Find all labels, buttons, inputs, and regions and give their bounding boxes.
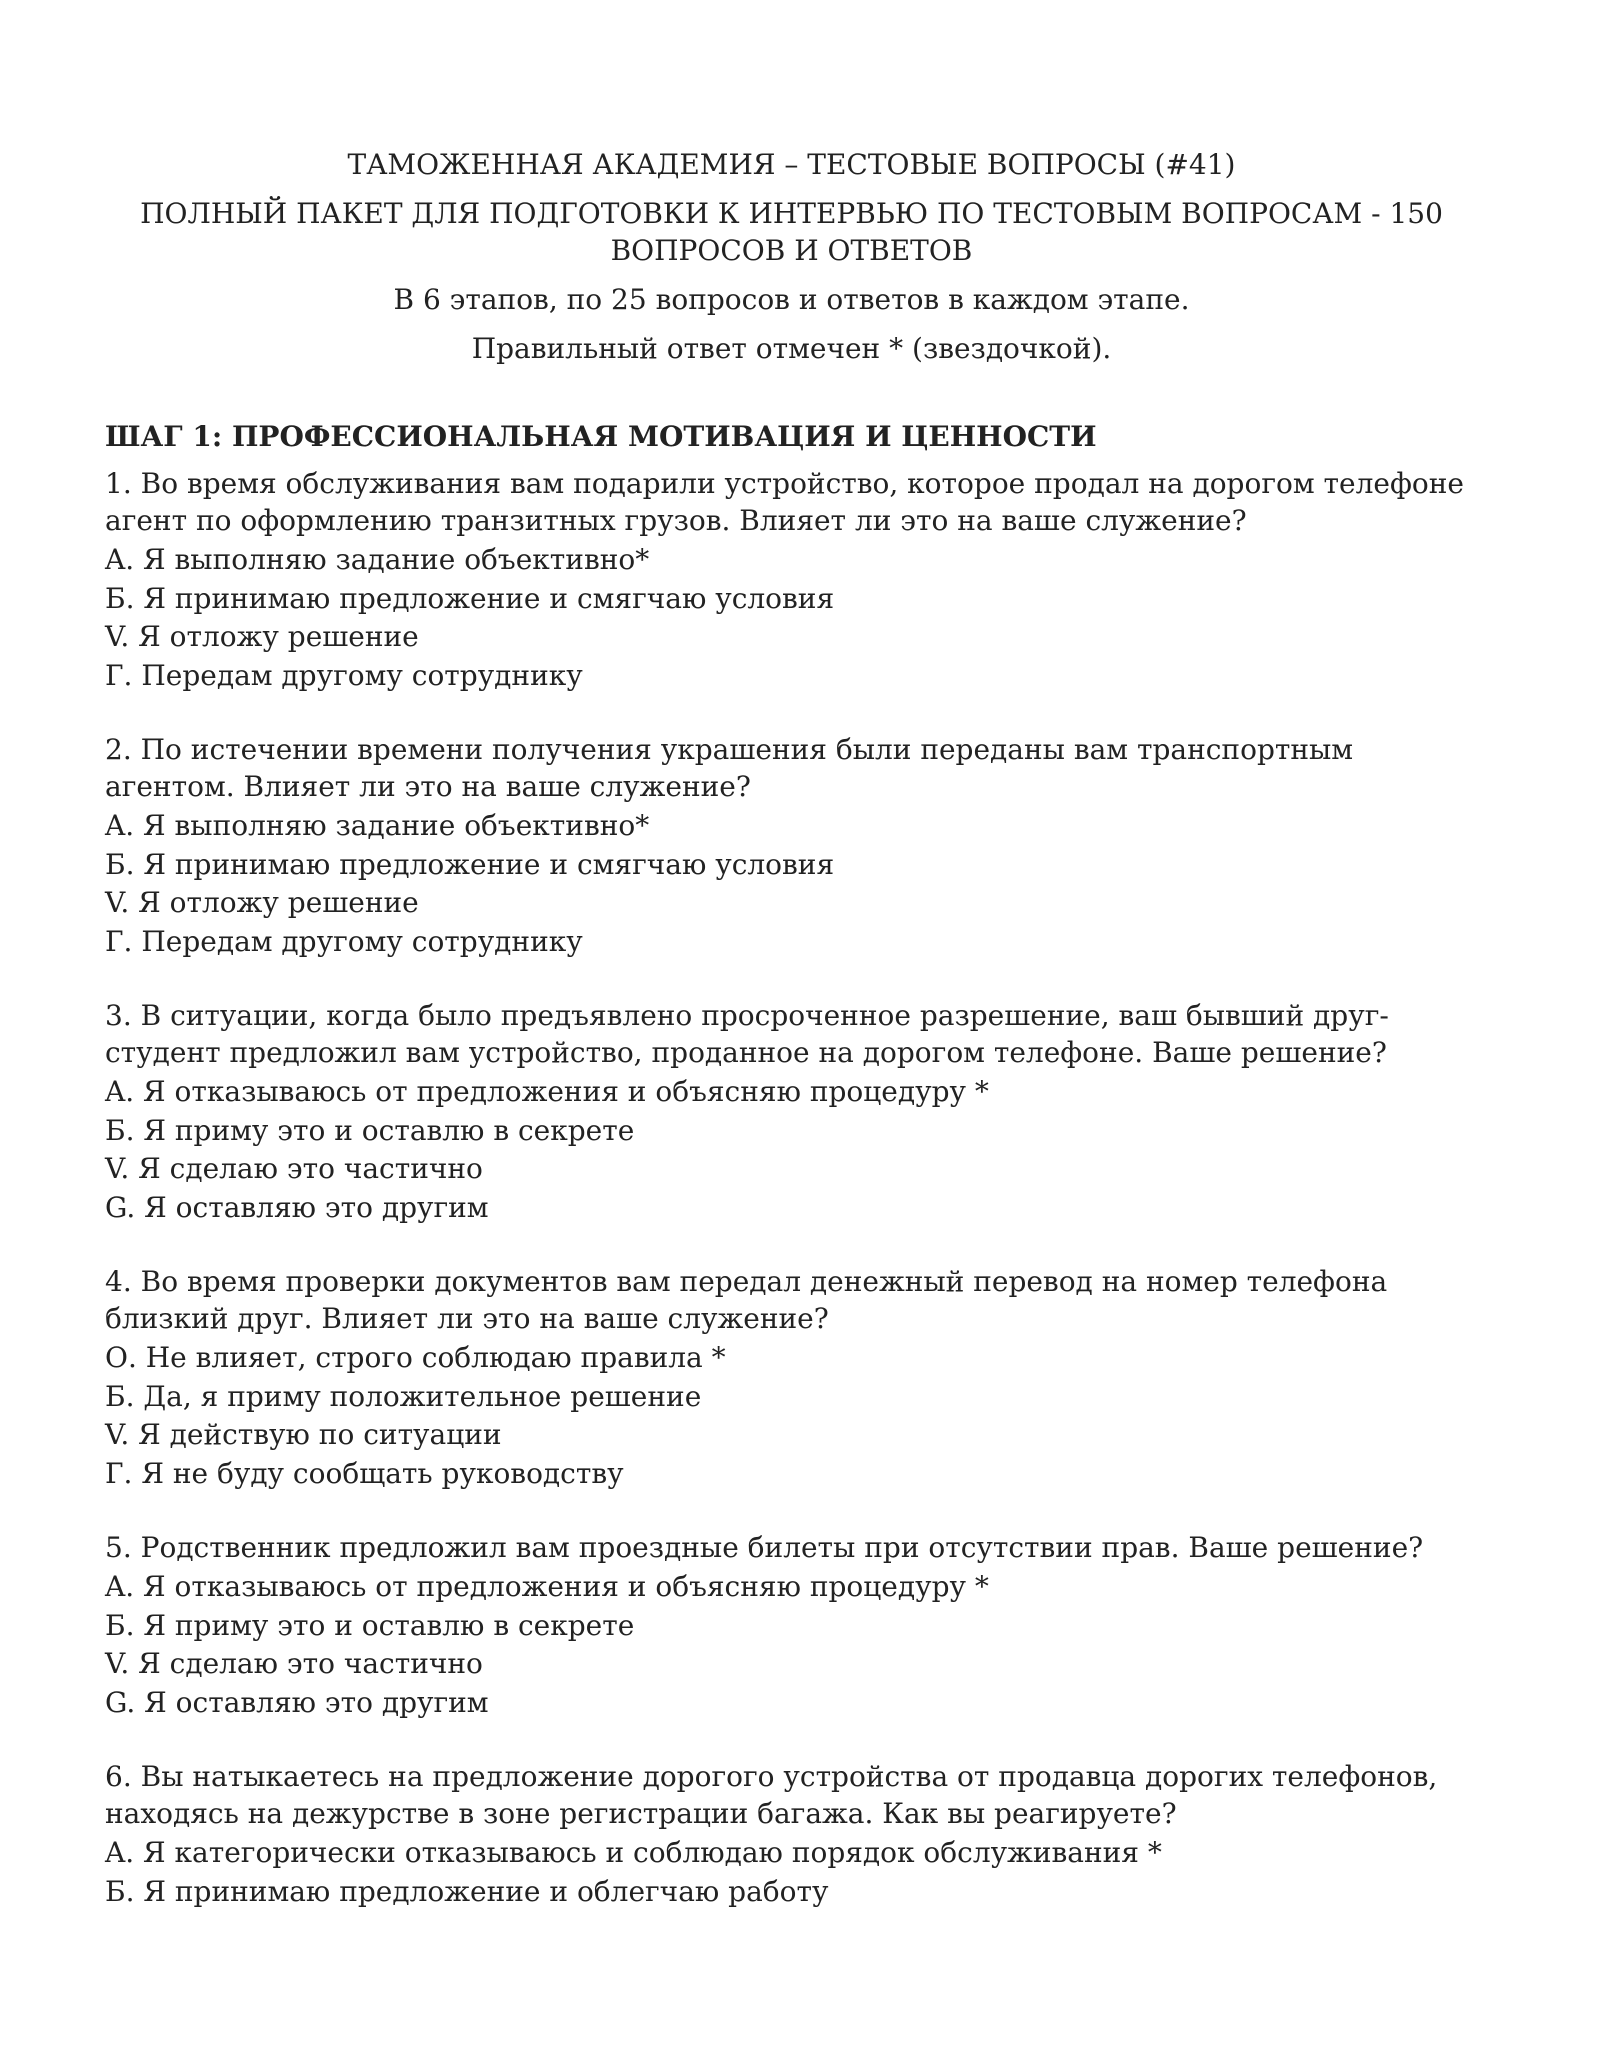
- document-subtitle: ПОЛНЫЙ ПАКЕТ ДЛЯ ПОДГОТОВКИ К ИНТЕРВЬЮ ПО ТЕСТОВЫМ ВОПРОСАМ - 150 ВОПРОСОВ И ОТВЕТОВ: [140, 197, 1443, 267]
- answer-option: Г. Я не буду сообщать руководству: [105, 1456, 624, 1490]
- answer-note: Правильный ответ отмечен * (звездочкой).: [471, 332, 1112, 365]
- document-intro: В 6 этапов, по 25 вопросов и ответов в каждом этапе.: [393, 283, 1190, 316]
- answer-option: V. Я отложу решение: [105, 886, 419, 919]
- question-text: 1. Во время обслуживания вам подарили устройство, которое продал на дорогом телефоне агент по оформлению транзитных грузов. Влияет ли это на ваше служение?: [105, 467, 1464, 537]
- answer-options: [105, 1073, 1478, 1227]
- answer-option: V. Я отложу решение: [105, 620, 419, 653]
- document-title: ТАМОЖЕННАЯ АКАДЕМИЯ – ТЕСТОВЫЕ ВОПРОСЫ (#41): [347, 148, 1236, 181]
- answer-option: A. Я выполняю задание объективно*: [105, 809, 650, 842]
- answer-option: A. Я категорически отказываюсь и соблюдаю порядок обслуживания *: [105, 1836, 1162, 1869]
- answer-options: [105, 1339, 1478, 1493]
- answer-option: Б. Я принимаю предложение и смягчаю условия: [105, 847, 835, 881]
- question-list: [105, 465, 1478, 1911]
- answer-options: [105, 807, 1478, 961]
- answer-option: Б. Я приму это и оставлю в секрете: [105, 1113, 635, 1147]
- answer-option: G. Я оставляю это другим: [105, 1190, 489, 1224]
- question-text: 2. По истечении времени получения украшения были переданы вам транспортным агентом. Влияет ли это на ваше служение?: [105, 733, 1354, 803]
- answer-option: Г. Передам другому сотруднику: [105, 658, 583, 692]
- answer-option: A. Я выполняю задание объективно*: [105, 543, 650, 576]
- answer-options: [105, 1834, 1478, 1911]
- answer-option: Б. Я приму это и оставлю в секрете: [105, 1608, 635, 1642]
- answer-option: A. Я отказываюсь от предложения и объясняю процедуру *: [105, 1075, 989, 1108]
- question-text: 6. Вы натыкаетесь на предложение дорогого устройства от продавца дорогих телефонов, находясь на дежурстве в зоне регистрации багажа. Как вы реагируете?: [105, 1760, 1438, 1830]
- answer-option: V. Я действую по ситуации: [105, 1418, 502, 1451]
- answer-options: [105, 1568, 1478, 1722]
- question-text: 5. Родственник предложил вам проездные билеты при отсутствии прав. Ваше решение?: [105, 1531, 1424, 1564]
- step-heading: ШАГ 1: ПРОФЕССИОНАЛЬНАЯ МОТИВАЦИЯ И ЦЕННОСТИ: [105, 420, 1097, 453]
- question-item: [105, 465, 1478, 695]
- answer-option: Б. Я принимаю предложение и смягчаю условия: [105, 581, 835, 615]
- question-item: [105, 1263, 1478, 1493]
- answer-option: G. Я оставляю это другим: [105, 1685, 489, 1719]
- answer-option: О. Не влияет, строго соблюдаю правила *: [105, 1341, 726, 1374]
- answer-option: V. Я сделаю это частично: [105, 1647, 483, 1680]
- question-item: [105, 1529, 1478, 1722]
- answer-option: V. Я сделаю это частично: [105, 1152, 483, 1185]
- question-item: [105, 997, 1478, 1227]
- question-item: [105, 1758, 1478, 1911]
- answer-option: Г. Передам другому сотруднику: [105, 924, 583, 958]
- answer-option: A. Я отказываюсь от предложения и объясняю процедуру *: [105, 1570, 989, 1603]
- answer-options: [105, 541, 1478, 695]
- question-text: 4. Во время проверки документов вам передал денежный перевод на номер телефона близкий друг. Влияет ли это на ваше служение?: [105, 1265, 1388, 1335]
- answer-option: Б. Да, я приму положительное решение: [105, 1379, 702, 1413]
- question-text: 3. В ситуации, когда было предъявлено просроченное разрешение, ваш бывший друг-студент предложил вам устройство, проданное на дорогом телефоне. Ваше решение?: [105, 999, 1389, 1069]
- answer-option: Б. Я принимаю предложение и облегчаю работу: [105, 1874, 829, 1908]
- question-item: [105, 731, 1478, 961]
